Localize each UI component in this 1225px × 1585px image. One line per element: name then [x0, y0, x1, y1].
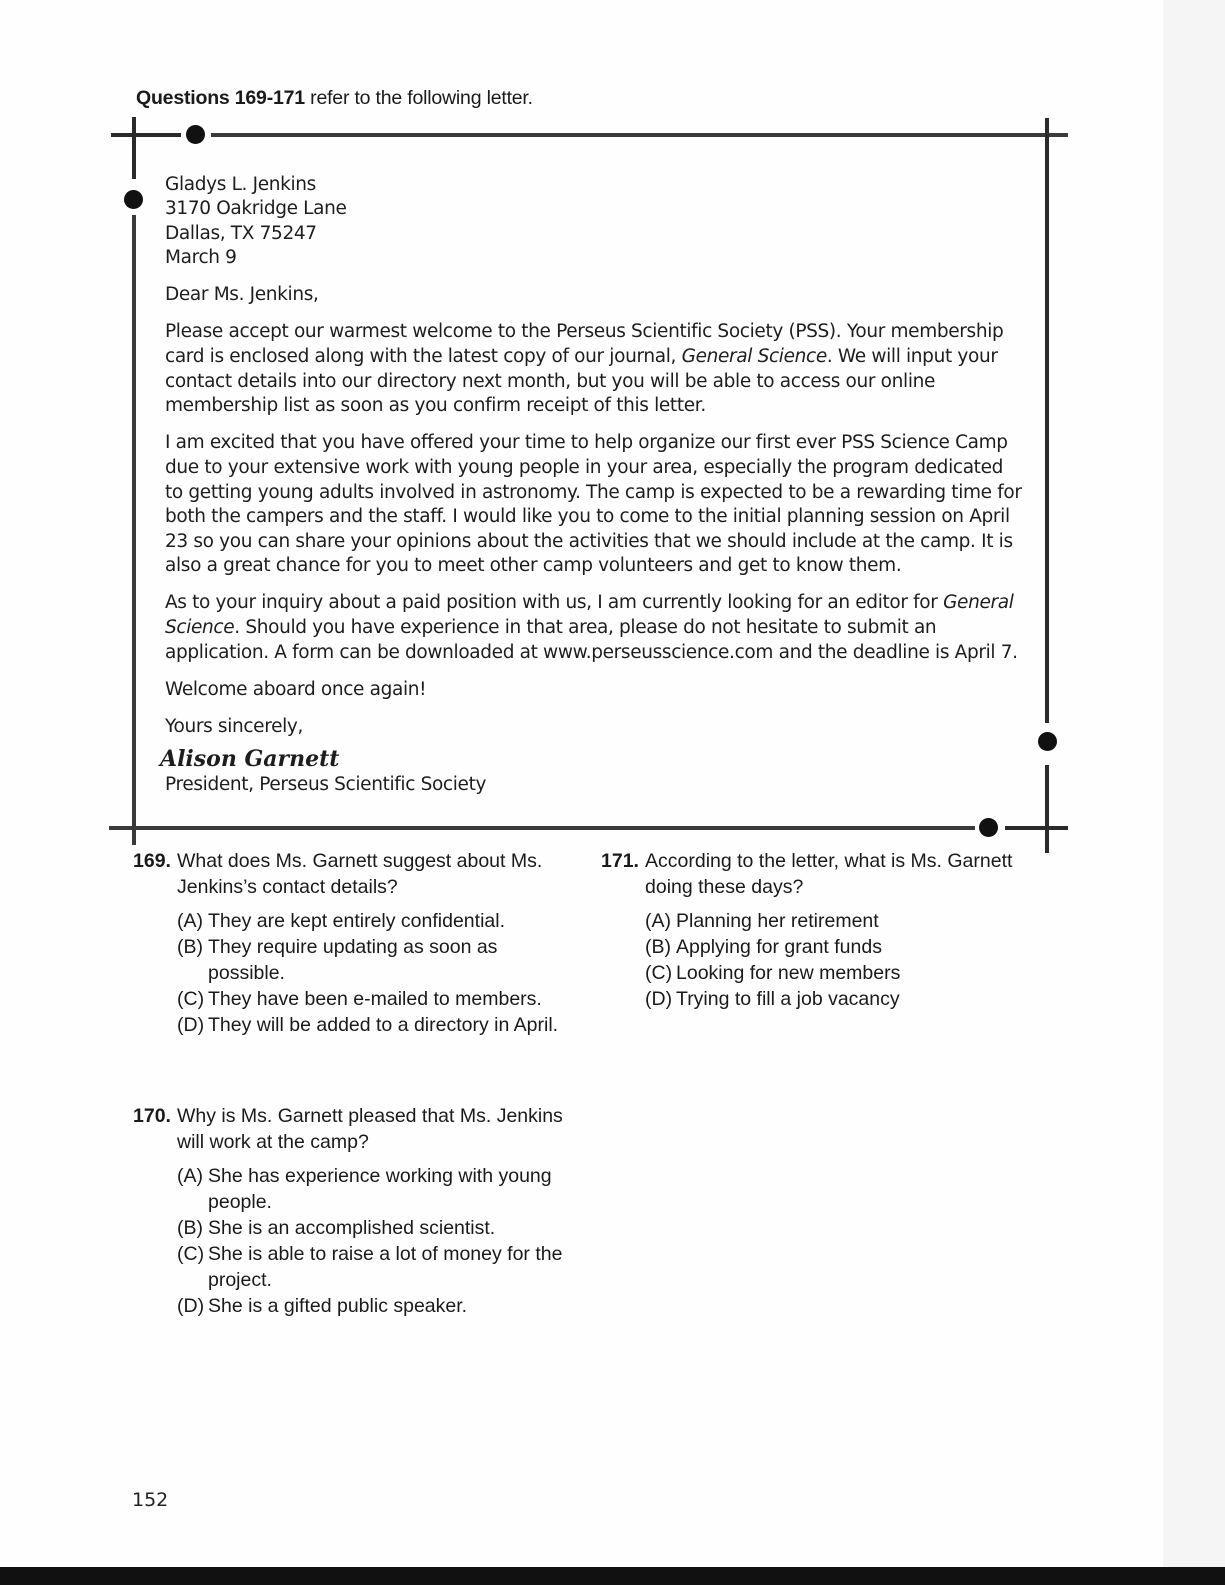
frame-dot-bottom: [979, 818, 998, 837]
question-stem: What does Ms. Garnett suggest about Ms. Jenkins’s contact details?: [177, 850, 543, 898]
question-number: 171.: [601, 850, 639, 872]
letter-date: March 9: [165, 247, 237, 269]
frame-right-line-upper: [1045, 118, 1049, 723]
option-a[interactable]: (A) Planning her retirement: [645, 910, 879, 932]
recipient-name: Gladys L. Jenkins: [165, 173, 316, 195]
frame-right-line-lower: [1045, 765, 1049, 853]
option-c[interactable]: (C) They have been e-mailed to members.: [177, 988, 542, 1010]
letter-body: [160, 160, 1025, 798]
paragraph-2: I am excited that you have offered your time to help organize our first ever PSS Science Camp due to your extensive work with young people in your area, especially the program dedicated to getting young adults involved in astronomy. The camp is expected to be a rewarding time for both the campers and the staff. I would like you to come to the initial planning session on April 23 so you can share your opinions about the activities that we should include at the camp. It is also a great chance for you to meet other camp volunteers and get to know them.: [165, 432, 1022, 577]
frame-bottom-right-cross-h: [1005, 826, 1068, 830]
paragraph-1: Please accept our warmest welcome to the Perseus Scientific Society (PSS). Your membership card is enclosed along with the latest copy of our journal, General Science. We will input your contact details into our directory next month, but you will be able to access our online membership list as soon as you confirm receipt of this letter.: [165, 321, 1004, 417]
journal-title: General Science: [681, 346, 827, 368]
option-c[interactable]: (C) Looking for new members: [645, 962, 901, 984]
page-bottom-edge: [0, 1567, 1225, 1585]
journal-title: General Science: [165, 592, 1014, 638]
recipient-city: Dallas, TX 75247: [165, 222, 317, 244]
option-a[interactable]: (A) They are kept entirely confidential.: [177, 910, 505, 932]
option-d[interactable]: (D) They will be added to a directory in April.: [177, 1014, 559, 1036]
question-169: [133, 848, 577, 1038]
intro-text: refer to the following letter.: [304, 87, 533, 109]
frame-dot-right: [1038, 732, 1057, 751]
frame-top-left-cross-h: [111, 133, 181, 137]
question-stem: Why is Ms. Garnett pleased that Ms. Jenkins will work at the camp?: [177, 1105, 563, 1153]
closing: Yours sincerely,: [165, 715, 304, 737]
frame-left-line: [132, 215, 136, 845]
question-range: Questions 169-171: [136, 87, 305, 109]
question-stem: According to the letter, what is Ms. Garnett doing these days?: [645, 850, 1013, 898]
option-b[interactable]: (B) Applying for grant funds: [645, 936, 882, 958]
paragraph-4: Welcome aboard once again!: [165, 678, 427, 700]
option-c[interactable]: (C) She is able to raise a lot of money for the project.: [177, 1243, 563, 1291]
signer-title: President, Perseus Scientific Society: [165, 774, 487, 796]
paragraph-3: As to your inquiry about a paid position with us, I am currently looking for an editor for General Science. Should you have experience in that area, please do not hesitate to submit an application. A form can be downloaded at www.perseusscience.com and the deadline is April 7.: [165, 592, 1018, 663]
section-intro: [136, 87, 533, 110]
salutation: Dear Ms. Jenkins,: [165, 284, 319, 306]
question-number: 169.: [133, 850, 171, 872]
frame-dot-left: [124, 190, 143, 209]
signature: Alison Garnett: [160, 746, 340, 773]
recipient-street: 3170 Oakridge Lane: [165, 198, 347, 220]
question-171: [601, 848, 1055, 1012]
option-b[interactable]: (B) They require updating as soon as possible.: [177, 936, 498, 984]
page-number: 152: [132, 1489, 169, 1511]
option-a[interactable]: (A) She has experience working with young people.: [177, 1165, 552, 1213]
option-d[interactable]: (D) Trying to fill a job vacancy: [645, 988, 900, 1010]
question-number: 170.: [133, 1105, 171, 1127]
question-170: [133, 1103, 577, 1319]
frame-top-line: [211, 133, 1068, 137]
option-b[interactable]: (B) She is an accomplished scientist.: [177, 1217, 496, 1239]
frame-dot-top: [186, 125, 205, 144]
page-margin-shade: [1163, 0, 1225, 1567]
frame-bottom-line: [109, 826, 975, 830]
option-d[interactable]: (D) She is a gifted public speaker.: [177, 1295, 468, 1317]
frame-top-left-cross-v: [132, 117, 136, 179]
